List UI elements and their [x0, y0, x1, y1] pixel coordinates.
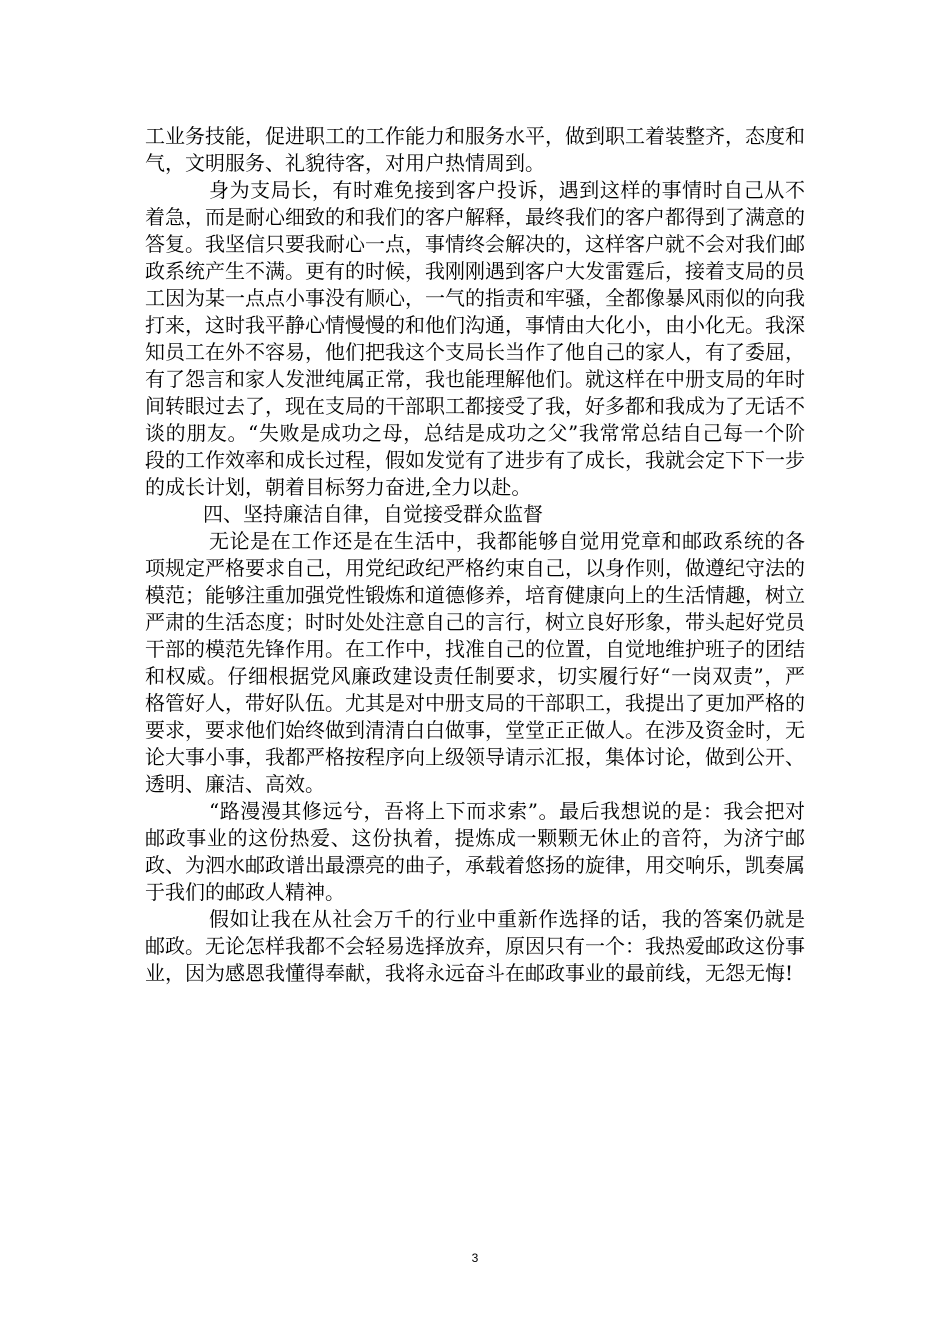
paragraph-integrity: 无论是在工作还是在生活中，我都能够自觉用党章和邮政系统的各项规定严格要求自己，用党纪政纪严格约束自己，以身作则，做遵纪守法的模范；能够注重加强党性锻炼和道德修养，培育健康向上的生活情趣，树立严肃的生活态度；时时处处注意自己的言行，树立良好形象，带头起好党员干部的模范先锋作用。在工作中，找准自己的位置，自觉地维护班子的团结和权威。仔细根据党风廉政建设责任制要求，切实履行好“一岗双责”，严格管好人，带好队伍。尤其是对中册支局的干部职工，我提出了更加严格的要求，要求他们始终做到清清白白做事，堂堂正正做人。在涉及资金时，无论大事小事，我都严格按程序向上级领导请示汇报，集体讨论，做到公开、透明、廉洁、高效。: [145, 529, 805, 796]
paragraph-quote: “路漫漫其修远兮，吾将上下而求索”。最后我想说的是：我会把对邮政事业的这份热爱、这份执着，提炼成一颗颗无休止的音符，为济宁邮政、为泗水邮政谱出最漂亮的曲子，承载着悠扬的旋律，用交响乐，凯奏属于我们的邮政人精神。: [145, 799, 805, 904]
paragraph-continuation: 工业务技能，促进职工的工作能力和服务水平，做到职工着装整齐，态度和气，文明服务、礼貌待客，对用户热情周到。: [145, 124, 805, 175]
page-number: 3: [471, 1251, 479, 1265]
section-heading-four: 四、坚持廉洁自律，自觉接受群众监督: [203, 502, 543, 526]
paragraph-complaints: 身为支局长，有时难免接到客户投诉，遇到这样的事情时自己从不着急，而是耐心细致的和我们的客户解释，最终我们的客户都得到了满意的答复。我坚信只要我耐心一点，事情终会解决的，这样客户就不会对我们邮政系统产生不满。更有的时候，我刚刚遇到客户大发雷霆后，接着支局的员工因为某一点点小事没有顺心，一气的指责和牢骚，全都像暴风雨似的向我打来，这时我平静心情慢慢的和他们沟通，事情由大化小，由小化无。我深知员工在外不容易，他们把我这个支局长当作了他自己的家人，有了委屈，有了怨言和家人发泄纯属正常，我也能理解他们。就这样在中册支局的年时间转眼过去了，现在支局的干部职工都接受了我，好多都和我成为了无话不谈的朋友。“失败是成功之母，总结是成功之父”我常常总结自己每一个阶段的工作效率和成长过程，假如发觉有了进步有了成长，我就会定下下一步的成长计划，朝着目标努力奋进,全力以赴。: [145, 178, 805, 499]
paragraph-conclusion: 假如让我在从社会万千的行业中重新作选择的话，我的答案仍就是邮政。无论怎样我都不会轻易选择放弃，原因只有一个：我热爱邮政这份事业，因为感恩我懂得奉献，我将永远奋斗在邮政事业的最前线，无怨无悔!: [145, 907, 805, 985]
page-body: [145, 123, 805, 987]
